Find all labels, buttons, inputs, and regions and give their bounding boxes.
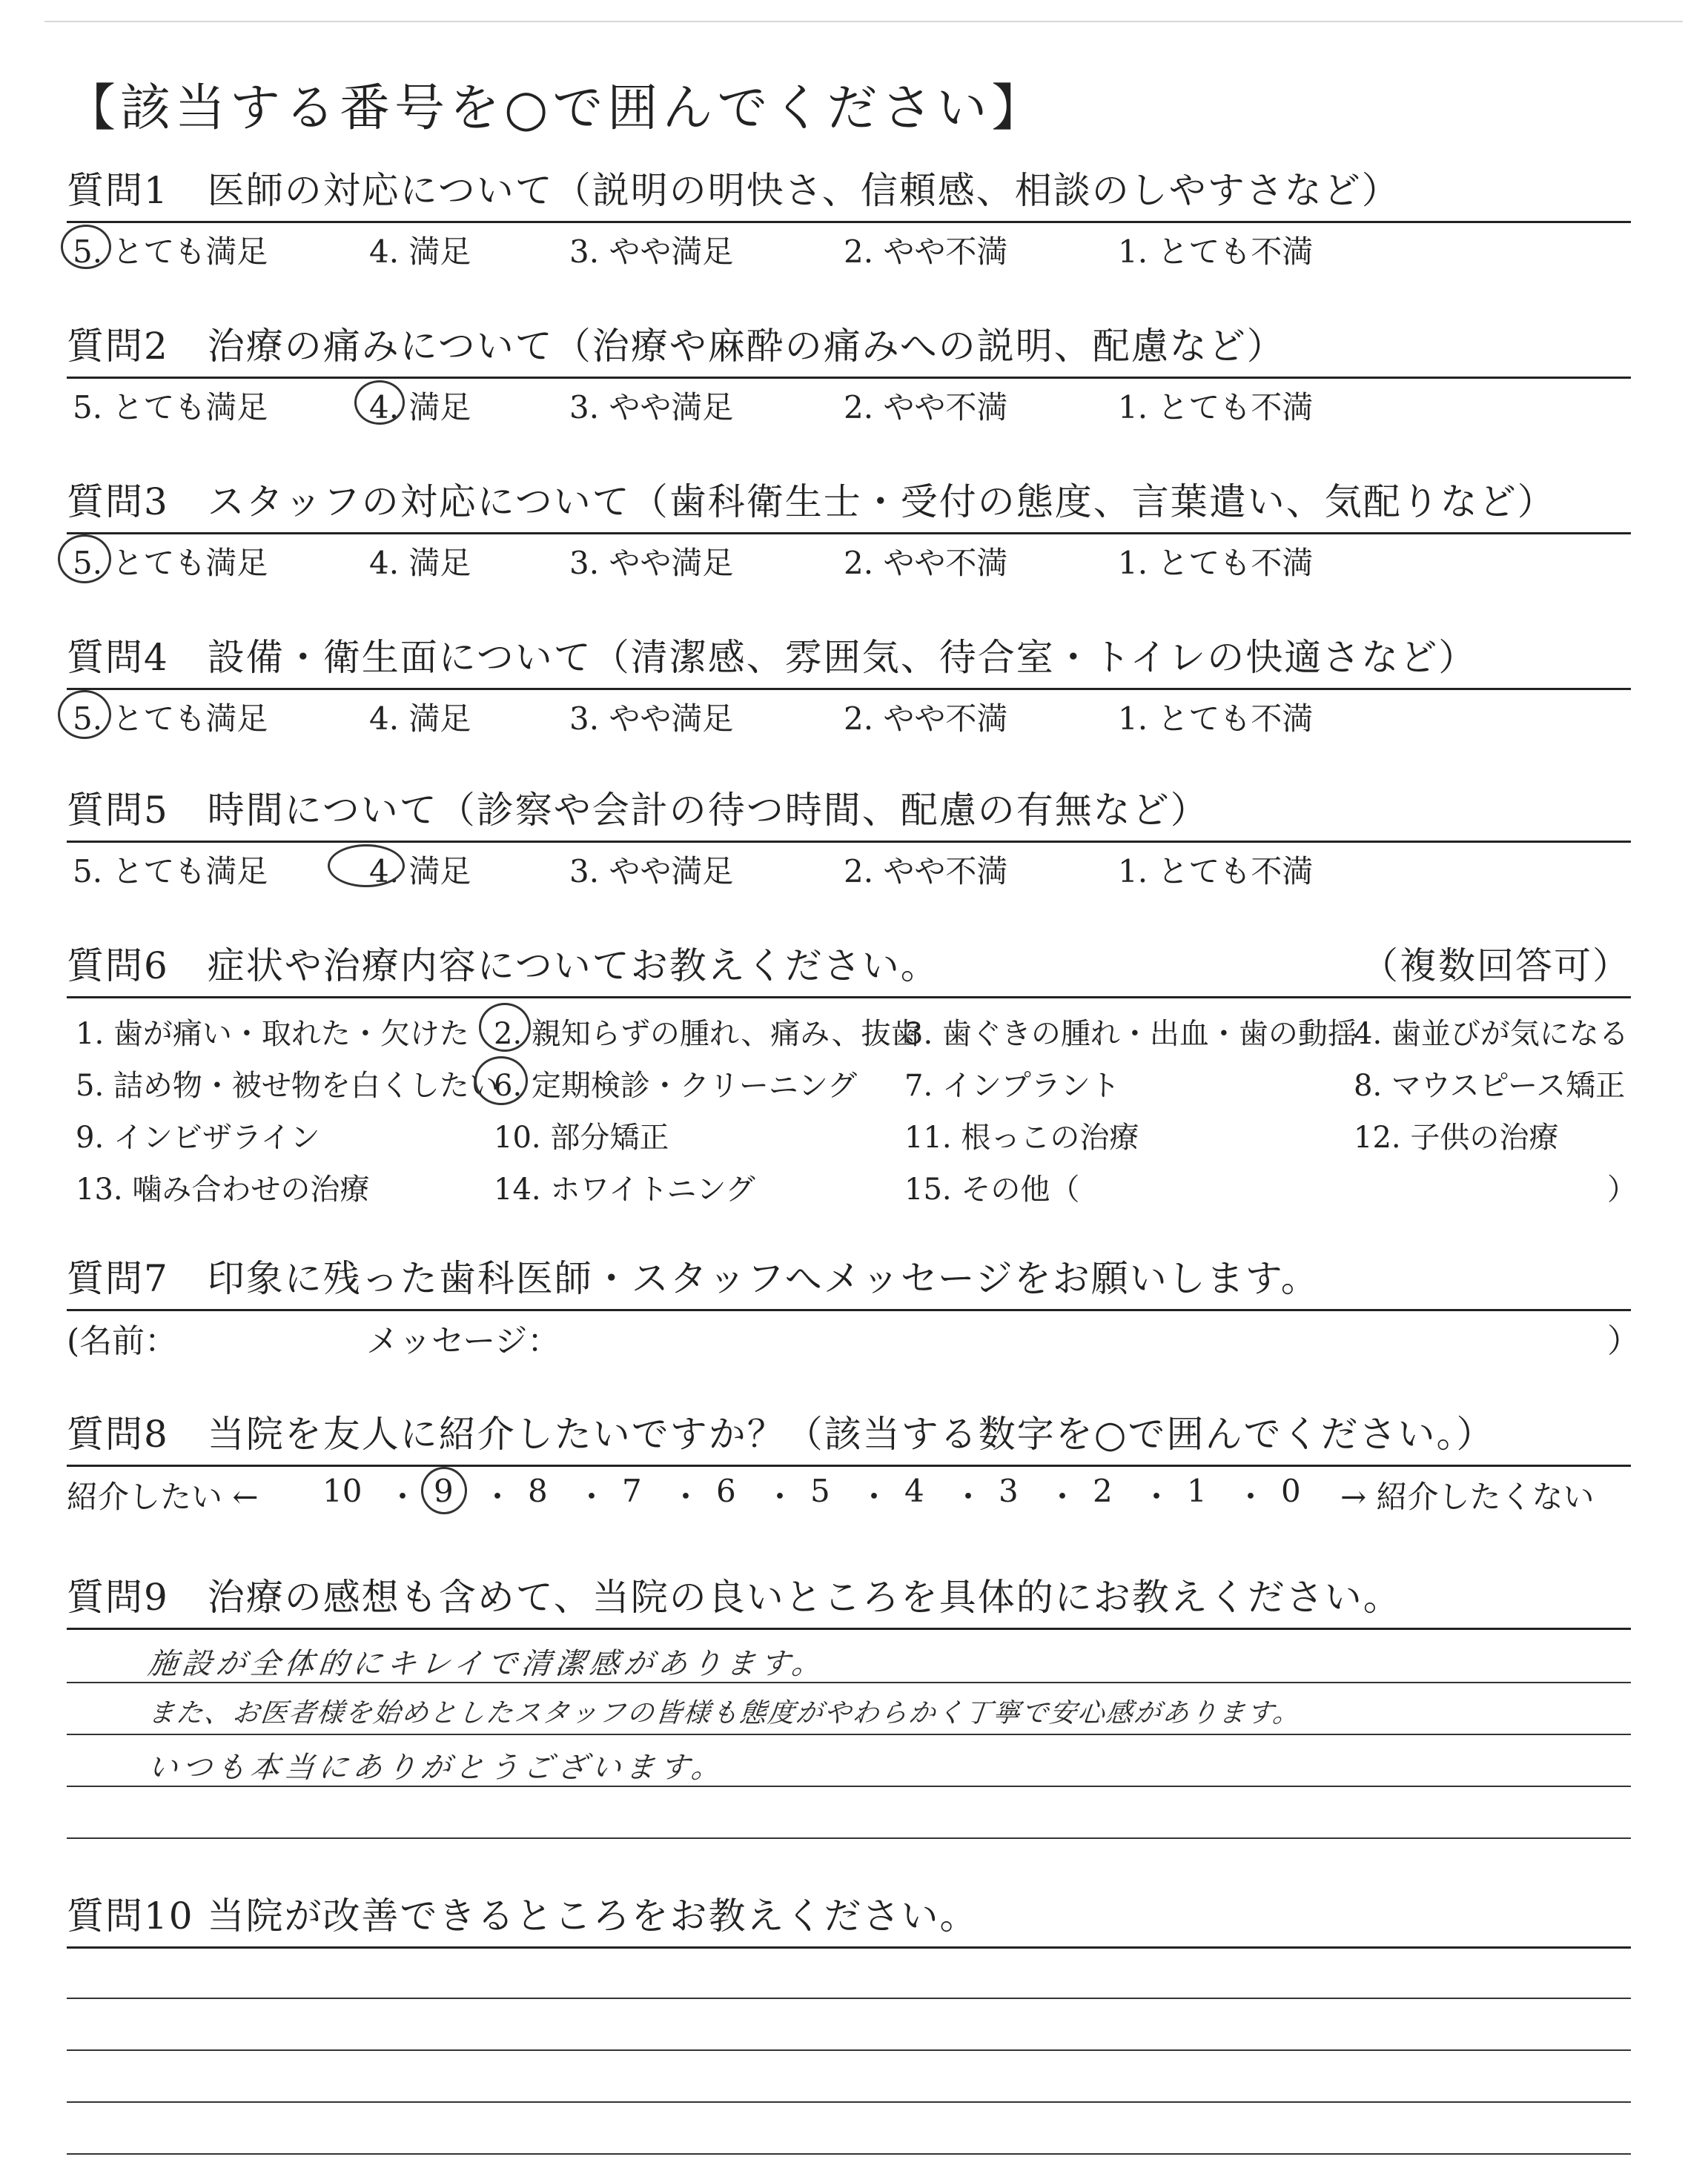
question-title: 質問7 印象に残った歯科医師・スタッフへメッセージをお願いします。	[67, 1257, 1320, 1300]
rating-option-2[interactable]: 2. やや不満	[844, 545, 1008, 581]
question-title: 質問10 当院が改善できるところをお教えください。	[67, 1895, 979, 1938]
scale-value[interactable]: 6	[716, 1473, 736, 1509]
scale-dot: ・	[858, 1479, 890, 1515]
treatment-option[interactable]: 15. その他（	[904, 1173, 1080, 1207]
rating-options	[67, 379, 1631, 423]
question-9	[67, 1571, 1631, 1897]
treatment-option[interactable]: 6. 定期検診・クリーニング	[494, 1069, 858, 1103]
instruction-header: 【該当する番号を○で囲んでください】	[65, 79, 1047, 138]
scale-value[interactable]: 2	[1093, 1473, 1113, 1509]
rating-option-1[interactable]: 1. とても不満	[1118, 545, 1314, 581]
scale-dot: ・	[764, 1479, 796, 1515]
rating-option-1[interactable]: 1. とても不満	[1118, 233, 1314, 270]
rating-option-5[interactable]: 5. とても満足	[73, 389, 268, 425]
scale-dot: ・	[953, 1479, 984, 1515]
multiple-answers-note: （複数回答可）	[1361, 944, 1631, 987]
treatment-option[interactable]: 4. 歯並びが気になる	[1354, 1017, 1629, 1051]
treatment-option[interactable]: 5. 詰め物・被せ物を白くしたい	[76, 1069, 499, 1103]
scale-dot: ・	[1047, 1479, 1079, 1515]
question-3	[67, 476, 1631, 579]
answer-line	[67, 1998, 1631, 1999]
answer-line	[67, 1734, 1631, 1735]
scale-value[interactable]: 3	[999, 1473, 1019, 1509]
answer-lines	[67, 1949, 1631, 2171]
question-title	[67, 940, 1631, 992]
question-title: 質問9 治療の感想も含めて、当院の良いところを具体的にお教えください。	[67, 1576, 1402, 1619]
treatment-option[interactable]: 12. 子供の治療	[1354, 1121, 1559, 1155]
rating-options	[67, 223, 1631, 268]
rating-options	[67, 843, 1631, 887]
answer-line	[67, 2153, 1631, 2155]
handwritten-answer-line: また、お医者様を始めとしたスタッフの皆様も態度がやわらかく丁寧で安心感があります。	[146, 1698, 1302, 1728]
treatment-option[interactable]: 8. マウスピース矯正	[1354, 1069, 1626, 1103]
rating-option-3[interactable]: 3. やや満足	[569, 853, 734, 889]
top-divider	[44, 21, 1683, 22]
question-title-text: 質問6 症状や治療内容についてお教えください。	[67, 944, 939, 987]
rating-option-3[interactable]: 3. やや満足	[569, 389, 734, 425]
scale-value[interactable]: 4	[904, 1473, 924, 1509]
name-label: (名前：	[67, 1322, 178, 1360]
other-close-paren: ）	[1607, 1173, 1637, 1207]
scale-dot: ・	[482, 1479, 514, 1515]
treatment-option[interactable]: 2. 親知らずの腫れ、痛み、抜歯	[494, 1017, 921, 1051]
question-8	[67, 1408, 1631, 1515]
scale-dot: ・	[670, 1479, 702, 1515]
rating-option-2[interactable]: 2. やや不満	[844, 389, 1008, 425]
handwritten-answer-line: 施設が全体的にキレイで清潔感があります。	[146, 1647, 828, 1681]
rating-option-3[interactable]: 3. やや満足	[569, 233, 734, 270]
rating-option-4[interactable]: 4. 満足	[369, 545, 471, 581]
question-title: 質問8 当院を友人に紹介したいですか？（該当する数字を○で囲んでください。）	[67, 1413, 1495, 1456]
rating-options	[67, 534, 1631, 579]
scale-dot: ・	[387, 1479, 419, 1515]
treatment-option[interactable]: 9. インビザライン	[76, 1121, 320, 1155]
rating-option-4[interactable]: 4. 満足	[369, 233, 471, 270]
treatment-option[interactable]: 14. ホワイトニング	[494, 1173, 755, 1207]
scale-left-label: 紹介したい ←	[67, 1479, 259, 1515]
question-title: 質問4 設備・衛生面について（清潔感、雰囲気、待合室・トイレの快適さなど）	[67, 636, 1477, 679]
question-title: 質問1 医師の対応について（説明の明快さ、信頼感、相談のしやすさなど）	[67, 169, 1400, 212]
message-close-paren: ）	[1607, 1322, 1640, 1360]
scale-value[interactable]: 10	[322, 1473, 363, 1509]
treatment-option[interactable]: 11. 根っこの治療	[904, 1121, 1139, 1155]
scale-right-label: → 紹介したくない	[1340, 1479, 1595, 1515]
rating-option-4[interactable]: 4. 満足	[369, 700, 471, 737]
question-2	[67, 320, 1631, 423]
scale-dot: ・	[576, 1479, 608, 1515]
rating-option-2[interactable]: 2. やや不満	[844, 853, 1008, 889]
question-7	[67, 1253, 1640, 1360]
rating-option-4[interactable]: 4. 満足	[369, 853, 471, 889]
scale-dot: ・	[1235, 1479, 1267, 1515]
scale-value[interactable]: 8	[528, 1473, 548, 1509]
scale-value[interactable]: 5	[810, 1473, 830, 1509]
rating-option-5[interactable]: 5. とても満足	[73, 545, 268, 581]
treatment-option[interactable]: 1. 歯が痛い・取れた・欠けた	[76, 1017, 469, 1051]
answer-lines	[67, 1630, 1631, 1897]
question-4	[67, 632, 1631, 735]
rating-option-5[interactable]: 5. とても満足	[73, 233, 268, 270]
question-1	[67, 165, 1631, 268]
scale-value[interactable]: 9	[434, 1473, 454, 1509]
question-title: 質問5 時間について（診察や会計の待つ時間、配慮の有無など）	[67, 789, 1209, 832]
treatment-option[interactable]: 10. 部分矯正	[494, 1121, 669, 1155]
rating-option-3[interactable]: 3. やや満足	[569, 545, 734, 581]
scale-value[interactable]: 0	[1281, 1473, 1301, 1509]
question-6	[67, 940, 1637, 1213]
handwritten-answer-line: いつも本当にありがとうございます。	[146, 1751, 727, 1785]
answer-line	[67, 2101, 1631, 2103]
question-10	[67, 1890, 1631, 2171]
treatment-options	[67, 998, 1637, 1213]
question-title: 質問2 治療の痛みについて（治療や麻酔の痛みへの説明、配慮など）	[67, 325, 1285, 368]
rating-option-1[interactable]: 1. とても不満	[1118, 700, 1314, 737]
question-5	[67, 784, 1631, 887]
rating-option-3[interactable]: 3. やや満足	[569, 700, 734, 737]
answer-line	[67, 2049, 1631, 2051]
rating-option-1[interactable]: 1. とても不満	[1118, 853, 1314, 889]
treatment-option[interactable]: 3. 歯ぐきの腫れ・出血・歯の動揺	[904, 1017, 1357, 1051]
scale-value[interactable]: 1	[1187, 1473, 1207, 1509]
message-label: メッセージ：	[366, 1322, 560, 1360]
rating-option-5[interactable]: 5. とても満足	[73, 700, 268, 737]
question-title: 質問3 スタッフの対応について（歯科衛生士・受付の態度、言葉遣い、気配りなど）	[67, 480, 1556, 523]
answer-line	[67, 1837, 1631, 1839]
rating-option-2[interactable]: 2. やや不満	[844, 233, 1008, 270]
scale-dot: ・	[1141, 1479, 1173, 1515]
recommend-scale	[67, 1467, 1631, 1515]
treatment-option[interactable]: 13. 噛み合わせの治療	[76, 1173, 370, 1207]
rating-option-4[interactable]: 4. 満足	[369, 389, 471, 425]
message-row	[67, 1311, 1640, 1360]
scale-value[interactable]: 7	[622, 1473, 642, 1509]
rating-option-2[interactable]: 2. やや不満	[844, 700, 1008, 737]
rating-option-5[interactable]: 5. とても満足	[73, 853, 268, 889]
rating-options	[67, 690, 1631, 735]
treatment-option[interactable]: 7. インプラント	[904, 1069, 1120, 1103]
rating-option-1[interactable]: 1. とても不満	[1118, 389, 1314, 425]
